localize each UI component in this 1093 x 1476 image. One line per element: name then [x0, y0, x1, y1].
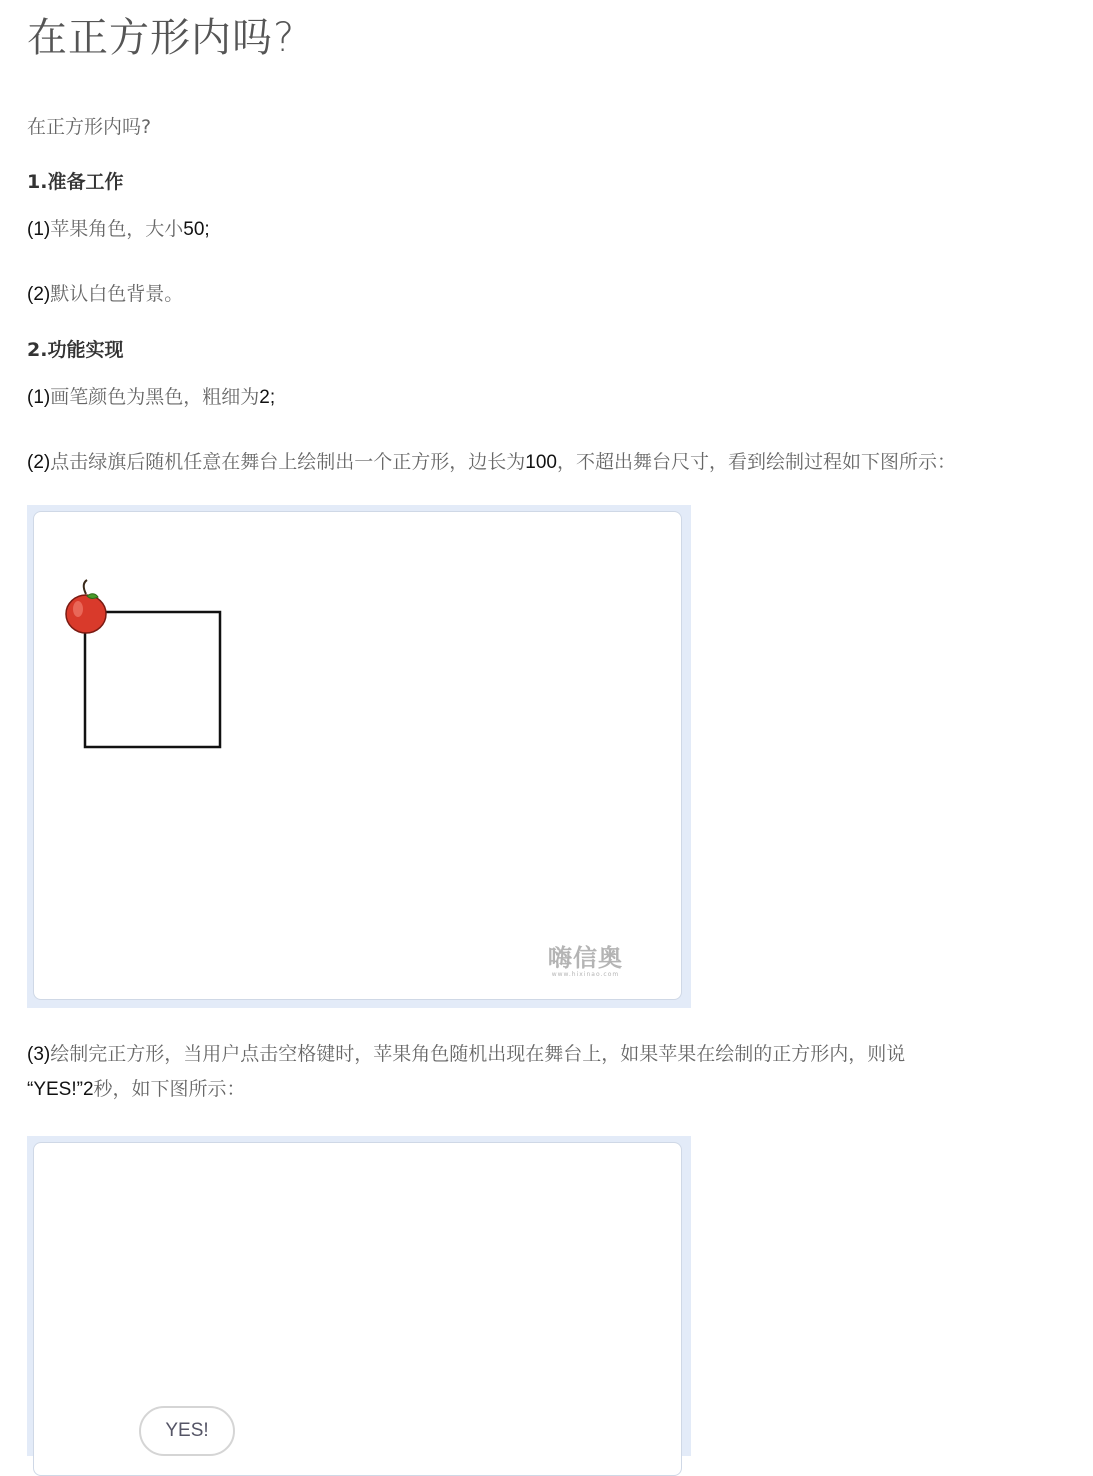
stage-canvas-2 — [33, 1142, 682, 1476]
impl-item-1 — [27, 382, 275, 409]
page-title: 在正方形内吗? — [27, 15, 296, 61]
stage-screenshot-1 — [27, 505, 691, 1008]
stage-drawing-1 — [34, 512, 682, 1000]
page-subtitle: 在正方形内吗? — [27, 116, 152, 138]
prep-item-1-value: 50; — [183, 219, 210, 240]
section-heading-impl: 2.功能实现 — [27, 339, 124, 361]
speech-bubble: YES! — [139, 1406, 235, 1456]
prep-item-2-prefix: (2) — [27, 284, 51, 305]
prep-item-1-text: 苹果角色，大小 — [50, 218, 184, 240]
impl-item-2-text-a: 点击绿旗后随机任意在舞台上绘制出一个正方形，边长为 — [50, 451, 526, 473]
stage-screenshot-2 — [27, 1136, 691, 1456]
prep-item-1 — [27, 214, 210, 241]
impl-item-2-text-b: ，不超出舞台尺寸，看到绘制过程如下图所示： — [556, 451, 956, 473]
watermark-logo-text: 嗨信奥 — [548, 944, 623, 972]
impl-item-3-text-a: 绘制完正方形，当用户点击空格键时，苹果角色随机出现在舞台上，如果苹果在绘制的正方形内，则说 — [50, 1043, 906, 1065]
impl-item-1-prefix: (1) — [27, 387, 51, 408]
prep-item-1-prefix: (1) — [27, 219, 51, 240]
impl-item-1-value: 2; — [259, 387, 276, 408]
section-heading-prep: 1.准备工作 — [27, 171, 124, 193]
impl-item-2-prefix: (2) — [27, 452, 51, 473]
prep-item-2-text: 默认白色背景。 — [50, 283, 184, 305]
impl-item-2 — [27, 447, 956, 474]
impl-item-3-text-b: 秒，如下图所示： — [93, 1078, 246, 1100]
impl-item-3-prefix: (3) — [27, 1044, 51, 1065]
apple-icon — [66, 580, 106, 633]
impl-item-1-text: 画笔颜色为黑色，粗细为 — [50, 386, 260, 408]
impl-item-3 — [27, 1037, 1037, 1107]
prep-item-2 — [27, 279, 183, 306]
stage-canvas-1 — [33, 511, 682, 1000]
impl-item-2-value: 100 — [525, 452, 557, 473]
drawn-square — [85, 612, 220, 747]
watermark — [548, 945, 623, 979]
watermark-url: www.hixinao.com — [551, 971, 620, 978]
impl-item-3-quote: “YES!”2 — [27, 1079, 94, 1100]
